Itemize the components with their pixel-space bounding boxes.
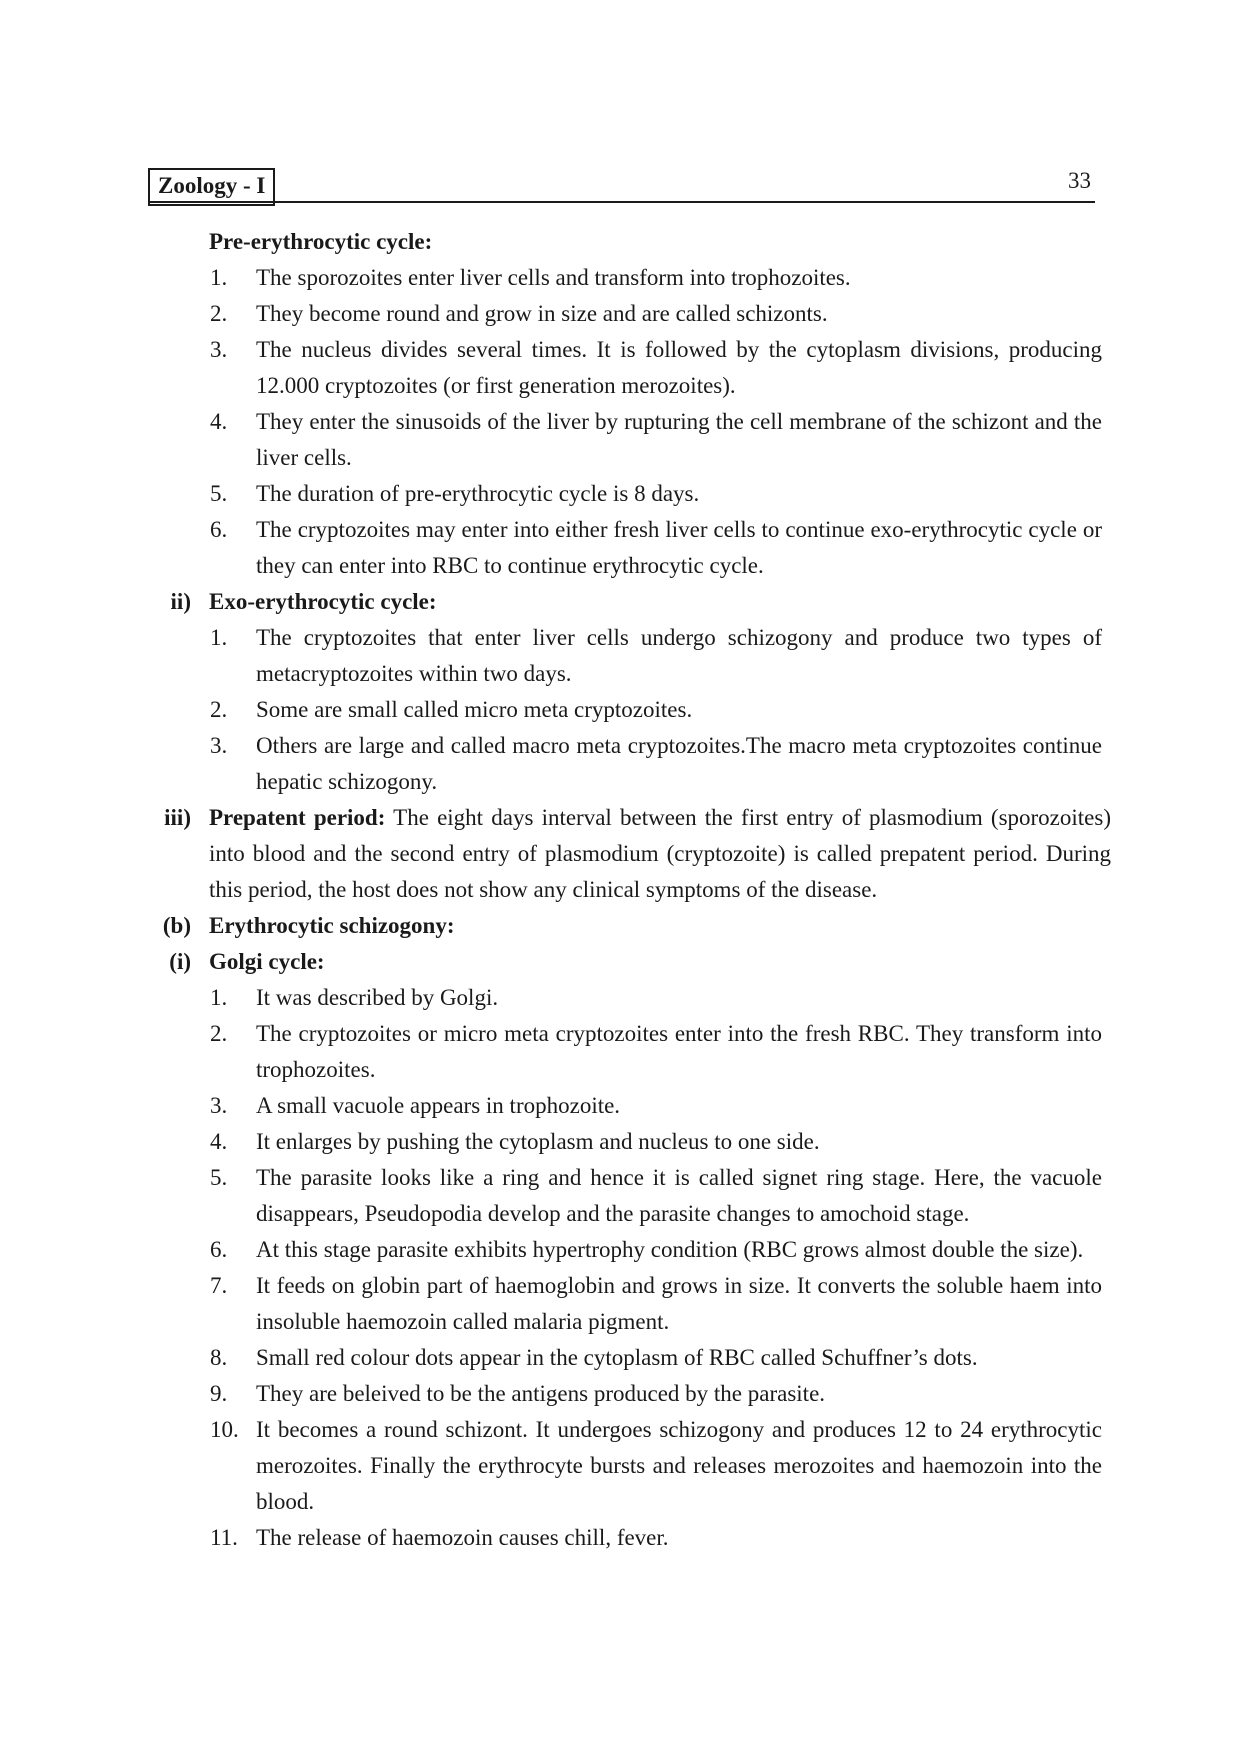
list-item [0,1016,1102,1088]
prepatent-text: The eight days interval between the first entry of plasmodium (sporozoites) into blood and the second entry of plasmodium (cryptozoite) is called prepatent period. During this period, the host does not show any clinical symptoms of the disease. [209,805,1111,902]
page-body [0,224,1241,1556]
prepatent-term: Prepatent period: [209,805,386,830]
item-number: 1. [210,985,228,1010]
item-text: A small vacuole appears in trophozoite. [256,1093,621,1118]
section-heading-row [0,908,1241,944]
item-number: 3. [210,337,228,362]
header-rule [148,201,1095,203]
item-text: Others are large and called macro meta cryptozoites.The macro meta cryptozoites continue hepatic schizogony. [256,733,1102,794]
section-erythrocytic-schizogony [0,908,1241,944]
section-golgi-cycle [0,944,1241,1556]
list-item [0,1124,1102,1160]
item-number: 7. [210,1273,228,1298]
prepatent-paragraph [0,800,1111,908]
section-heading: Erythrocytic schizogony: [209,913,455,938]
list-item [0,476,1102,512]
item-number: 4. [210,409,228,434]
item-text: At this stage parasite exhibits hypertrophy condition (RBC grows almost double the size). [256,1237,1084,1262]
item-number: 3. [210,733,228,758]
item-number: 5. [210,1165,228,1190]
item-text: It enlarges by pushing the cytoplasm and nucleus to one side. [256,1129,820,1154]
list-item [0,1160,1102,1232]
item-text: The cryptozoites may enter into either fresh liver cells to continue exo-erythrocytic cycle or they can enter into RBC to continue erythrocytic cycle. [256,517,1102,578]
section-exo-erythrocytic [0,584,1241,800]
section-marker: (i) [169,949,191,974]
section-pre-erythrocytic [0,224,1241,584]
list-item [0,1376,1102,1412]
item-number: 11. [210,1525,238,1550]
item-text: The release of haemozoin causes chill, fever. [256,1525,669,1550]
item-text: The duration of pre-erythrocytic cycle is 8 days. [256,481,700,506]
list-item [0,980,1102,1016]
item-number: 2. [210,1021,228,1046]
item-number: 4. [210,1129,228,1154]
item-text: Some are small called micro meta cryptozoites. [256,697,693,722]
book-title-box: Zoology - I [148,168,275,206]
section-heading: Golgi cycle: [209,949,325,974]
section-heading: Pre-erythrocytic cycle: [209,229,433,254]
section-marker: (b) [162,913,191,938]
item-number: 8. [210,1345,228,1370]
item-number: 1. [210,265,228,290]
item-number: 1. [210,625,228,650]
item-text: The sporozoites enter liver cells and transform into trophozoites. [256,265,851,290]
list-item [0,332,1102,404]
list-item [0,728,1102,800]
list-item [0,1232,1102,1268]
item-number: 2. [210,697,228,722]
item-text: Small red colour dots appear in the cytoplasm of RBC called Schuffner’s dots. [256,1345,978,1370]
list-item [0,1520,1102,1556]
page-number: 33 [1068,168,1091,193]
list-item [0,1340,1102,1376]
list-item [0,1268,1102,1340]
section-prepatent-period [0,800,1241,908]
list-item [0,1412,1102,1520]
list-item [0,512,1102,584]
section-marker: iii) [164,805,191,830]
list-item [0,404,1102,476]
item-text: They enter the sinusoids of the liver by rupturing the cell membrane of the schizont and the liver cells. [256,409,1102,470]
list-item [0,1088,1102,1124]
list-item [0,692,1102,728]
item-number: 10. [210,1417,239,1442]
item-number: 2. [210,301,228,326]
item-number: 6. [210,1237,228,1262]
section-heading-row [0,584,1241,620]
item-number: 9. [210,1381,228,1406]
item-number: 6. [210,517,228,542]
item-text: It was described by Golgi. [256,985,499,1010]
item-text: The cryptozoites or micro meta cryptozoites enter into the fresh RBC. They transform into trophozoites. [256,1021,1102,1082]
item-text: They are beleived to be the antigens produced by the parasite. [256,1381,826,1406]
item-text: It feeds on globin part of haemoglobin and grows in size. It converts the soluble haem into insoluble haemozoin called malaria pigment. [256,1273,1102,1334]
section-heading-row [0,944,1241,980]
section-marker: ii) [170,589,191,614]
item-text: The parasite looks like a ring and hence it is called signet ring stage. Here, the vacuole disappears, Pseudopodia develop and the parasite changes to amochoid stage. [256,1165,1102,1226]
item-number: 5. [210,481,228,506]
item-text: The nucleus divides several times. It is followed by the cytoplasm divisions, producing 12.000 cryptozoites (or first generation merozoites). [256,337,1102,398]
item-text: They become round and grow in size and are called schizonts. [256,301,828,326]
list-item [0,260,1102,296]
list-item [0,296,1102,332]
item-number: 3. [210,1093,228,1118]
section-heading: Exo-erythrocytic cycle: [209,589,437,614]
item-text: It becomes a round schizont. It undergoes schizogony and produces 12 to 24 erythrocytic merozoites. Finally the erythrocyte bursts and releases merozoites and haemozoin into the blood. [256,1417,1102,1514]
list-item [0,620,1102,692]
item-text: The cryptozoites that enter liver cells undergo schizogony and produce two types of metacryptozoites within two days. [256,625,1102,686]
